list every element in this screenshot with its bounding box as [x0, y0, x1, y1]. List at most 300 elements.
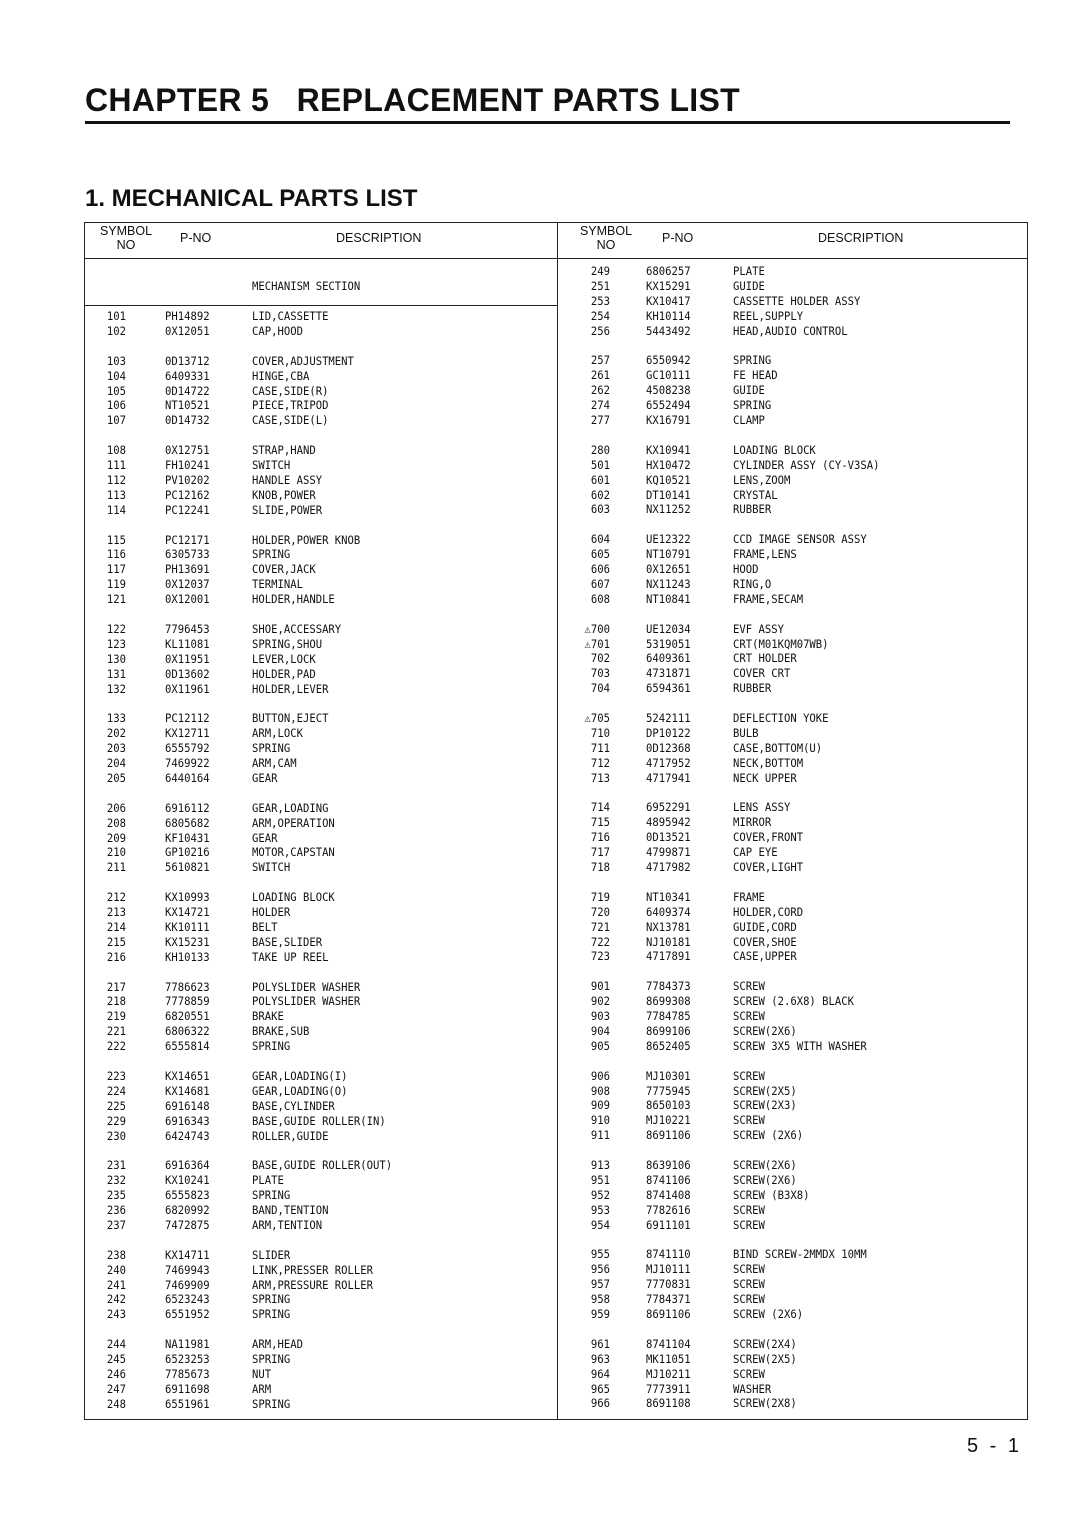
right-part-description: WASHER	[733, 1381, 772, 1396]
left-part-number: 7796453	[165, 621, 210, 636]
right-part-description: CLAMP	[733, 413, 765, 427]
right-part-symbol: 607	[590, 576, 610, 591]
left-part-number: NA11981	[165, 1337, 210, 1352]
right-part-symbol: 718	[590, 860, 610, 874]
right-part-description: CRT HOLDER	[733, 651, 797, 666]
left-part-description: BRAKE,SUB	[252, 1024, 310, 1039]
left-part-description: ARM,TENTION	[252, 1217, 323, 1232]
right-part-number: GC10111	[646, 368, 691, 383]
right-part-description: LENS,ZOOM	[733, 472, 791, 487]
left-part-symbol: 223	[106, 1068, 126, 1083]
right-part-description: NECK UPPER	[733, 770, 797, 785]
right-part-symbol: ⚠700	[584, 621, 610, 636]
right-part-description: SCREW(2X4)	[733, 1336, 797, 1351]
left-part-symbol: 122	[106, 621, 126, 636]
left-part-symbol: 130	[106, 651, 126, 666]
left-part-symbol: 202	[106, 726, 126, 741]
right-part-description: GUIDE	[733, 278, 765, 293]
right-part-description: SCREW	[733, 1292, 765, 1307]
right-part-symbol: 251	[590, 278, 610, 293]
left-part-description: LOADING BLOCK	[252, 890, 335, 905]
right-part-symbol: 280	[590, 442, 610, 457]
right-part-number: 4731871	[646, 666, 691, 681]
right-part-symbol: 277	[590, 413, 610, 427]
left-part-symbol: 248	[106, 1396, 126, 1411]
right-part-symbol: 966	[590, 1396, 610, 1411]
left-part-symbol: 240	[106, 1262, 126, 1277]
left-part-description: ARM,CAM	[252, 756, 297, 770]
left-part-number: 0D13602	[165, 666, 210, 681]
left-part-number: 0D14722	[165, 383, 210, 398]
left-part-number: 7469943	[165, 1262, 210, 1277]
left-header-symbol: SYMBOL	[99, 224, 153, 238]
left-part-description: SPRING,SHOU	[252, 636, 323, 651]
left-part-number: 7786623	[165, 979, 210, 994]
right-part-description: COVER,LIGHT	[733, 860, 804, 874]
left-part-description: BELT	[252, 919, 278, 934]
left-part-number: 0D14732	[165, 413, 210, 428]
chapter-title-underline	[85, 121, 1010, 124]
right-part-number: 4799871	[646, 845, 691, 860]
right-part-description: CASE,UPPER	[733, 949, 797, 964]
right-part-description: CRT(M01KQM07WB)	[733, 636, 829, 651]
left-part-description: SPRING	[252, 1039, 291, 1054]
left-part-description: SPRING	[252, 1292, 291, 1307]
left-part-number: 6523253	[165, 1352, 210, 1366]
left-part-symbol: 116	[106, 547, 126, 562]
right-part-symbol: 964	[590, 1366, 610, 1381]
right-part-number: NT10791	[646, 547, 691, 562]
left-part-description: LINK,PRESSER ROLLER	[252, 1262, 374, 1277]
left-part-number: 6916148	[165, 1098, 210, 1113]
left-part-description: LEVER,LOCK	[252, 651, 316, 666]
right-part-symbol: 713	[590, 770, 610, 785]
right-part-description: GUIDE	[733, 383, 765, 398]
right-part-symbol: 958	[590, 1292, 610, 1307]
left-part-description: BASE,SLIDER	[252, 934, 323, 949]
left-part-symbol: 231	[106, 1158, 126, 1173]
right-part-symbol: 911	[590, 1128, 610, 1143]
left-part-symbol: 235	[106, 1188, 126, 1203]
left-part-description: POLYSLIDER WASHER	[252, 994, 361, 1009]
right-part-symbol: 913	[590, 1158, 610, 1172]
right-part-description: BULB	[733, 725, 759, 740]
right-part-symbol: 957	[590, 1277, 610, 1292]
right-part-description: HEAD,AUDIO CONTROL	[733, 323, 848, 338]
left-part-description: TERMINAL	[252, 577, 303, 592]
right-part-symbol: 723	[590, 949, 610, 964]
right-part-symbol: 254	[590, 308, 610, 323]
right-part-description: EVF ASSY	[733, 621, 784, 636]
left-part-description: PIECE,TRIPOD	[252, 398, 329, 413]
left-part-symbol: 222	[106, 1039, 126, 1054]
right-part-description: SCREW (2.6X8) BLACK	[733, 994, 855, 1009]
left-part-description: ARM,HEAD	[252, 1337, 303, 1352]
right-part-description: MIRROR	[733, 815, 772, 830]
right-part-description: COVER,SHOE	[733, 934, 797, 949]
left-part-number: 6806322	[165, 1024, 210, 1039]
left-part-number: KX14681	[165, 1083, 210, 1098]
right-part-description: RING,O	[733, 576, 772, 591]
right-part-symbol: 906	[590, 1068, 610, 1083]
left-part-symbol: 247	[106, 1381, 126, 1396]
right-part-number: 4717891	[646, 949, 691, 964]
left-part-symbol: 131	[106, 666, 126, 681]
right-part-description: SCREW	[733, 1277, 765, 1292]
right-part-number: KQ10521	[646, 472, 691, 487]
left-part-description: PLATE	[252, 1173, 284, 1188]
right-part-description: FRAME,SECAM	[733, 591, 804, 606]
right-part-symbol: 603	[590, 502, 610, 517]
right-part-symbol: 720	[590, 904, 610, 919]
table-column-divider	[557, 222, 558, 1420]
right-part-number: 0X12651	[646, 562, 691, 576]
right-part-description: SPRING	[733, 353, 772, 368]
left-part-description: COVER,JACK	[252, 562, 316, 577]
right-part-symbol: 605	[590, 547, 610, 562]
right-part-description: RUBBER	[733, 502, 772, 517]
right-part-description: SCREW	[733, 1217, 765, 1232]
left-part-symbol: 117	[106, 562, 126, 577]
left-part-number: KX10241	[165, 1173, 210, 1188]
right-part-number: DT10141	[646, 487, 691, 502]
left-part-number: KX15231	[165, 934, 210, 949]
right-part-symbol: 714	[590, 800, 610, 815]
left-part-symbol: 119	[106, 577, 126, 592]
left-part-symbol: 242	[106, 1292, 126, 1307]
right-part-description: COVER,FRONT	[733, 830, 804, 845]
right-part-number: 8650103	[646, 1098, 691, 1113]
left-part-description: BUTTON,EJECT	[252, 711, 329, 726]
left-part-symbol: 215	[106, 934, 126, 949]
right-part-description: BIND SCREW-2MMDX 10MM	[733, 1247, 867, 1262]
left-part-description: NUT	[252, 1366, 272, 1381]
right-part-description: SCREW	[733, 1009, 765, 1023]
left-part-number: PC12162	[165, 487, 210, 502]
left-part-description: POLYSLIDER WASHER	[252, 979, 361, 994]
left-part-symbol: 219	[106, 1009, 126, 1024]
right-part-description: CCD IMAGE SENSOR ASSY	[733, 532, 867, 547]
right-part-description: HOLDER,CORD	[733, 904, 804, 919]
left-part-symbol: 213	[106, 905, 126, 919]
right-part-description: SCREW	[733, 1202, 765, 1217]
left-header-no: NO	[116, 238, 136, 252]
left-part-symbol: 205	[106, 770, 126, 785]
right-part-number: 8691106	[646, 1307, 691, 1321]
right-part-symbol: 274	[590, 398, 610, 413]
left-part-symbol: 106	[106, 398, 126, 413]
right-part-number: UE12034	[646, 621, 691, 636]
right-part-symbol: 703	[590, 666, 610, 681]
right-part-symbol: 261	[590, 368, 610, 383]
left-part-description: SPRING	[252, 1188, 291, 1203]
right-part-number: 0D13521	[646, 830, 691, 845]
right-part-symbol: 606	[590, 562, 610, 576]
left-part-symbol: 123	[106, 636, 126, 651]
right-part-symbol: 959	[590, 1307, 610, 1321]
right-part-number: 8639106	[646, 1158, 691, 1172]
right-part-symbol: 965	[590, 1381, 610, 1396]
right-part-symbol: 719	[590, 889, 610, 904]
left-part-description: BASE,CYLINDER	[252, 1098, 335, 1113]
right-part-number: MK11051	[646, 1351, 691, 1366]
right-part-symbol: 249	[590, 264, 610, 278]
left-part-description: SPRING	[252, 1352, 291, 1366]
section-title: 1. MECHANICAL PARTS LIST	[85, 185, 418, 212]
right-part-symbol: 717	[590, 845, 610, 860]
left-part-description: HINGE,CBA	[252, 368, 310, 383]
left-part-number: 6916343	[165, 1113, 210, 1128]
left-part-description: STRAP,HAND	[252, 443, 316, 458]
left-part-description: HANDLE ASSY	[252, 472, 323, 487]
left-part-symbol: 102	[106, 323, 126, 338]
right-part-number: NX11252	[646, 502, 691, 517]
right-part-number: MJ10211	[646, 1366, 691, 1381]
right-part-description: SCREW	[733, 1113, 765, 1128]
left-part-symbol: 113	[106, 487, 126, 502]
right-part-description: FRAME	[733, 889, 765, 904]
left-part-number: 0X12001	[165, 592, 210, 607]
right-part-number: KH10114	[646, 308, 691, 323]
left-part-symbol: 216	[106, 949, 126, 964]
right-part-description: FE HEAD	[733, 368, 778, 383]
left-part-symbol: 236	[106, 1203, 126, 1217]
right-part-number: 7770831	[646, 1277, 691, 1292]
right-part-symbol: 954	[590, 1217, 610, 1232]
right-part-number: 5319051	[646, 636, 691, 651]
left-part-description: BAND,TENTION	[252, 1203, 329, 1217]
right-part-symbol: 601	[590, 472, 610, 487]
right-part-description: LENS ASSY	[733, 800, 791, 815]
right-part-symbol: 704	[590, 681, 610, 696]
right-part-symbol: 712	[590, 755, 610, 770]
left-part-number: NT10521	[165, 398, 210, 413]
left-part-number: 6916112	[165, 800, 210, 815]
left-part-description: ROLLER,GUIDE	[252, 1128, 329, 1143]
right-part-description: CASE,BOTTOM(U)	[733, 740, 823, 755]
left-part-symbol: 104	[106, 368, 126, 383]
table-header-divider	[84, 258, 1028, 259]
left-part-symbol: 214	[106, 919, 126, 934]
left-part-symbol: 103	[106, 353, 126, 368]
right-part-description: PLATE	[733, 264, 765, 278]
left-part-number: GP10216	[165, 845, 210, 860]
left-part-symbol: 232	[106, 1173, 126, 1188]
right-part-description: SCREW	[733, 979, 765, 994]
right-part-description: FRAME,LENS	[733, 547, 797, 562]
left-part-symbol: 107	[106, 413, 126, 428]
right-part-description: RUBBER	[733, 681, 772, 696]
right-part-description: SCREW(2X6)	[733, 1023, 797, 1038]
right-part-symbol: 956	[590, 1262, 610, 1277]
left-part-number: 6820551	[165, 1009, 210, 1024]
left-part-symbol: 230	[106, 1128, 126, 1143]
left-part-symbol: 225	[106, 1098, 126, 1113]
mechanism-section-label: MECHANISM SECTION	[252, 279, 361, 293]
left-part-description: GEAR,LOADING(I)	[252, 1068, 348, 1083]
right-part-number: 5242111	[646, 711, 691, 725]
right-part-number: 4895942	[646, 815, 691, 830]
right-part-symbol: 721	[590, 919, 610, 934]
left-part-symbol: 112	[106, 472, 126, 487]
left-part-description: SWITCH	[252, 458, 291, 472]
left-part-description: SHOE,ACCESSARY	[252, 621, 342, 636]
section-label-divider	[84, 305, 558, 306]
right-part-number: KX16791	[646, 413, 691, 427]
left-part-symbol: 241	[106, 1277, 126, 1292]
left-part-number: PH14892	[165, 309, 210, 323]
right-part-symbol: 256	[590, 323, 610, 338]
left-part-number: KK10111	[165, 919, 210, 934]
left-part-number: KX12711	[165, 726, 210, 741]
left-part-symbol: 243	[106, 1307, 126, 1322]
left-part-number: 6555823	[165, 1188, 210, 1203]
right-part-description: CAP EYE	[733, 845, 778, 860]
right-part-symbol: 953	[590, 1202, 610, 1217]
left-part-number: KX14651	[165, 1068, 210, 1083]
right-part-symbol: 711	[590, 740, 610, 755]
right-part-description: SCREW 3X5 WITH WASHER	[733, 1038, 867, 1053]
right-part-number: 4717952	[646, 755, 691, 770]
left-part-symbol: 133	[106, 711, 126, 726]
left-part-number: 5610821	[165, 860, 210, 875]
left-part-description: BASE,GUIDE ROLLER(IN)	[252, 1113, 386, 1128]
left-part-symbol: 111	[106, 458, 126, 472]
right-part-description: CYLINDER ASSY (CY-V3SA)	[733, 457, 880, 472]
left-header-pno: P-NO	[180, 231, 212, 245]
left-part-symbol: 245	[106, 1352, 126, 1366]
left-part-number: KF10431	[165, 830, 210, 845]
right-part-number: 8699106	[646, 1023, 691, 1038]
left-part-description: CAP,HOOD	[252, 323, 303, 338]
left-part-description: TAKE UP REEL	[252, 949, 329, 964]
left-part-description: SPRING	[252, 741, 291, 756]
right-part-description: SPRING	[733, 398, 772, 413]
left-part-number: 7778859	[165, 994, 210, 1009]
left-part-symbol: 114	[106, 502, 126, 517]
left-part-description: SPRING	[252, 1307, 291, 1322]
right-part-number: KX10941	[646, 442, 691, 457]
right-part-number: MJ10301	[646, 1068, 691, 1083]
left-part-number: 6551961	[165, 1396, 210, 1411]
left-part-description: GEAR	[252, 770, 278, 785]
left-part-number: 7469922	[165, 756, 210, 770]
left-part-symbol: 203	[106, 741, 126, 756]
right-part-number: 8652405	[646, 1038, 691, 1053]
right-part-symbol: 904	[590, 1023, 610, 1038]
right-part-symbol: 951	[590, 1172, 610, 1187]
left-part-symbol: 115	[106, 532, 126, 547]
left-part-description: GEAR	[252, 830, 278, 845]
right-part-symbol: 702	[590, 651, 610, 666]
left-part-number: 6805682	[165, 815, 210, 830]
right-part-number: 4508238	[646, 383, 691, 398]
right-part-number: KX15291	[646, 278, 691, 293]
right-part-symbol: 257	[590, 353, 610, 368]
left-part-description: HOLDER,LEVER	[252, 681, 329, 696]
left-part-number: KL11081	[165, 636, 210, 651]
right-part-description: SCREW(2X5)	[733, 1083, 797, 1098]
left-part-number: FH10241	[165, 458, 210, 472]
left-part-number: KX10993	[165, 890, 210, 905]
left-part-symbol: 217	[106, 979, 126, 994]
right-part-description: SCREW(2X8)	[733, 1396, 797, 1411]
left-part-number: KX14721	[165, 905, 210, 919]
right-part-number: 8691108	[646, 1396, 691, 1411]
right-header-pno: P-NO	[662, 231, 694, 245]
right-part-number: NT10841	[646, 591, 691, 606]
right-part-symbol: 710	[590, 725, 610, 740]
left-part-symbol: 212	[106, 890, 126, 905]
right-part-description: COVER CRT	[733, 666, 791, 681]
right-part-description: SCREW	[733, 1366, 765, 1381]
left-part-number: 7472875	[165, 1217, 210, 1232]
left-part-description: SPRING	[252, 1396, 291, 1411]
right-part-symbol: 952	[590, 1187, 610, 1202]
right-part-symbol: 903	[590, 1009, 610, 1023]
right-part-number: 7773911	[646, 1381, 691, 1396]
right-part-symbol: 253	[590, 293, 610, 308]
right-part-description: CRYSTAL	[733, 487, 778, 502]
right-part-number: 8741104	[646, 1336, 691, 1351]
right-part-number: NT10341	[646, 889, 691, 904]
right-part-description: SCREW	[733, 1068, 765, 1083]
right-part-description: SCREW(2X5)	[733, 1351, 797, 1366]
left-part-description: ARM,OPERATION	[252, 815, 335, 830]
left-part-number: 0X12051	[165, 323, 210, 338]
left-part-number: KX14711	[165, 1247, 210, 1262]
left-part-symbol: 211	[106, 860, 126, 875]
right-part-number: 7784785	[646, 1009, 691, 1023]
left-part-number: PC12171	[165, 532, 210, 547]
right-part-symbol: 905	[590, 1038, 610, 1053]
right-part-description: HOOD	[733, 562, 759, 576]
left-part-description: HOLDER,POWER KNOB	[252, 532, 361, 547]
right-part-number: NX13781	[646, 919, 691, 934]
left-part-number: 6305733	[165, 547, 210, 562]
right-header-description: DESCRIPTION	[818, 231, 904, 245]
left-part-description: LID,CASSETTE	[252, 309, 329, 323]
right-part-number: 6409374	[646, 904, 691, 919]
left-part-description: SWITCH	[252, 860, 291, 875]
left-part-symbol: 210	[106, 845, 126, 860]
left-part-description: KNOB,POWER	[252, 487, 316, 502]
right-header-symbol: SYMBOL	[579, 224, 633, 238]
left-part-number: 6911698	[165, 1381, 210, 1396]
left-part-number: 7785673	[165, 1366, 210, 1381]
left-part-number: 6820992	[165, 1203, 210, 1217]
left-part-description: SLIDE,POWER	[252, 502, 323, 517]
left-part-number: 6440164	[165, 770, 210, 785]
right-part-number: 8741106	[646, 1172, 691, 1187]
right-part-description: SCREW(2X3)	[733, 1098, 797, 1113]
left-part-number: 0X12037	[165, 577, 210, 592]
right-part-number: 7775945	[646, 1083, 691, 1098]
left-part-description: GEAR,LOADING	[252, 800, 329, 815]
right-part-symbol: 963	[590, 1351, 610, 1366]
right-part-symbol: 715	[590, 815, 610, 830]
right-part-number: 6594361	[646, 681, 691, 696]
parts-table	[84, 222, 1028, 1420]
right-part-symbol: 501	[590, 457, 610, 472]
left-part-symbol: 108	[106, 443, 126, 458]
right-part-number: 6911101	[646, 1217, 691, 1232]
left-part-number: 0X11961	[165, 681, 210, 696]
left-part-description: HOLDER,HANDLE	[252, 592, 335, 607]
left-part-symbol: 208	[106, 815, 126, 830]
right-part-description: SCREW(2X6)	[733, 1158, 797, 1172]
left-part-description: BRAKE	[252, 1009, 284, 1024]
